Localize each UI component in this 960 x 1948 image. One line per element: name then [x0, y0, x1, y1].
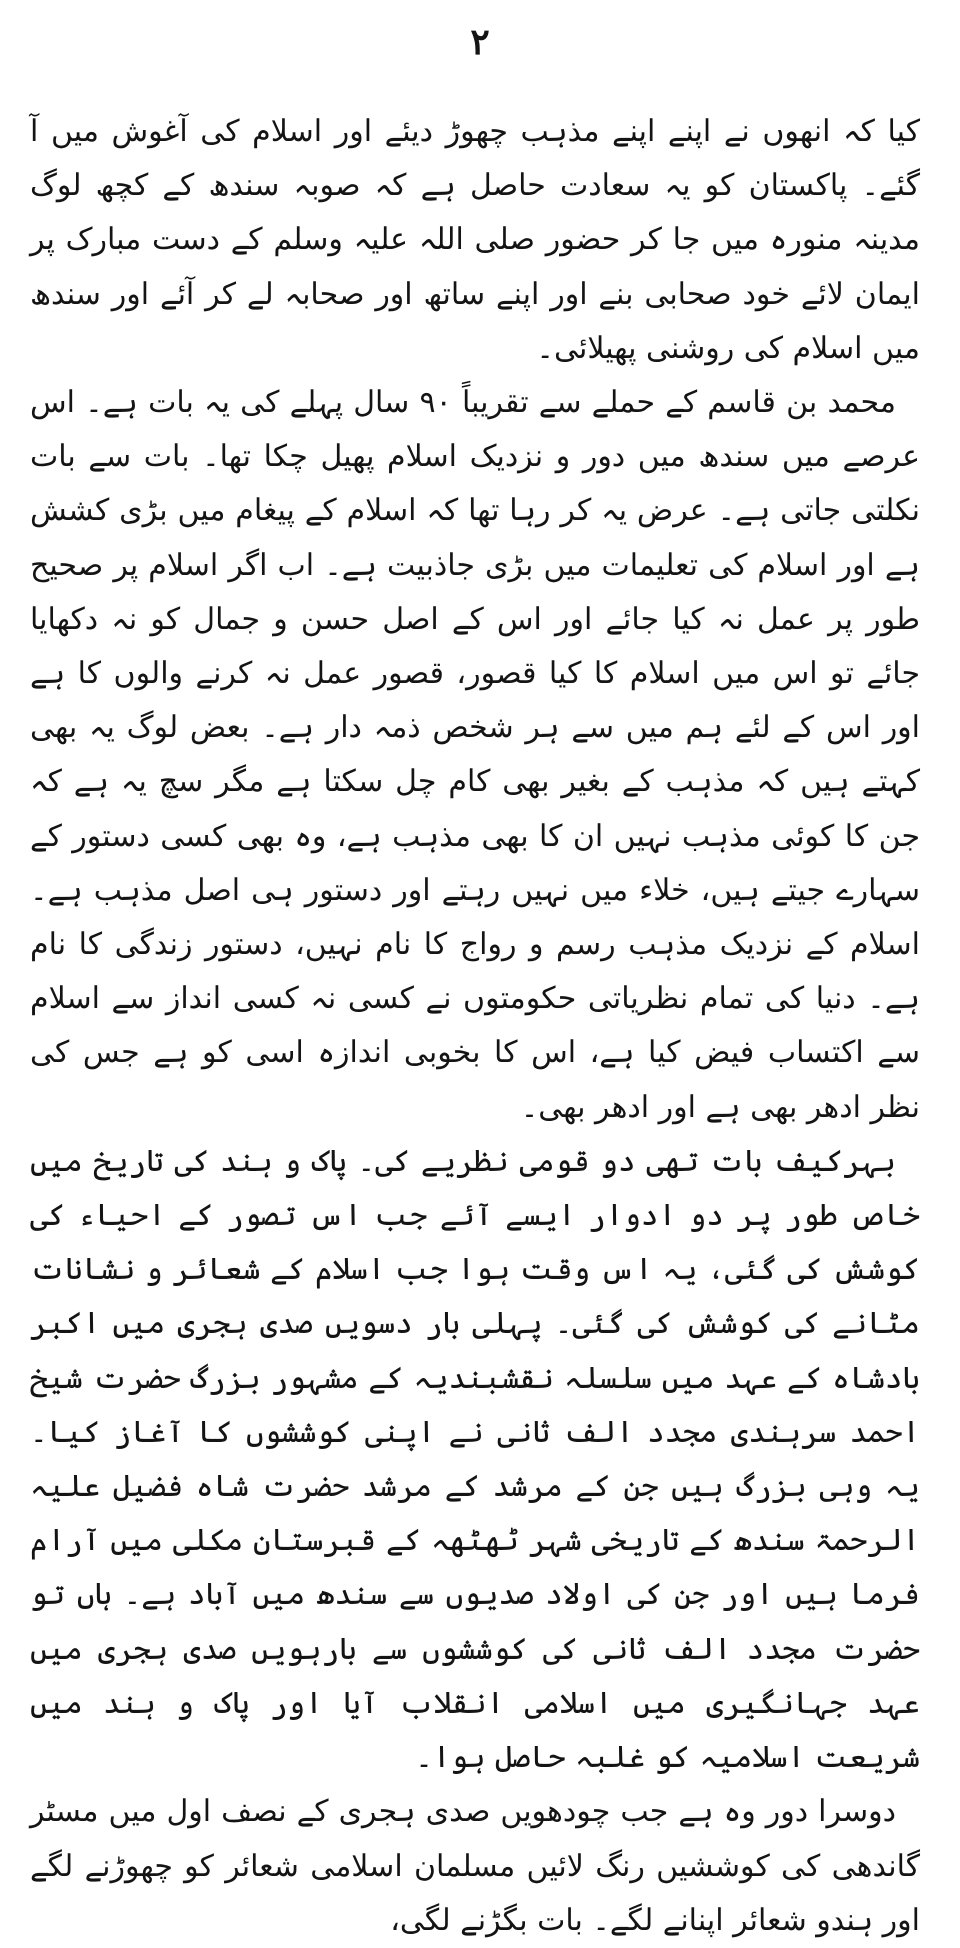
body-text: [30, 105, 920, 1948]
page-number: ۲: [470, 21, 490, 63]
paragraph: بہرکیف بات تھی دو قومی نظریے کی۔ پاک و ہند کی تاریخ میں خاص طور پر دو ادوار ایسے آئے جب اس تصور کے احیاء کی کوشش کی گئی، یہ اس وقت ہوا جب اسلام کے شعائر و نشانات مٹانے کی کوشش کی گئی۔ پہلی بار دسویں صدی ہجری میں اکبر بادشاہ کے عہد میں سلسلہ نقشبندیہ کے مشہور بزرگ حضرت شیخ احمد سرہندی مجدد الف ثانی نے اپنی کوششوں کا آغاز کیا۔ یہ وہی بزرگ ہیں جن کے مرشد کے مرشد حضرت شاہ فضیل علیہ الرحمۃ سندھ کے تاریخی شہر ٹھٹھہ کے قبرستان مکلی میں آرام فرما ہیں اور جن کی اولاد صدیوں سے سندھ میں آباد ہے۔ ہاں تو حضرت مجدد الف ثانی کی کوششوں سے بارہویں صدی ہجری میں عہد جہانگیری میں اسلامی انقلاب آیا اور پاک و ہند میں شریعت اسلامیہ کو غلبہ حاصل ہوا۔: [30, 1143, 920, 1776]
paragraph: کیا کہ انھوں نے اپنے اپنے مذہب چھوڑ دیئے اور اسلام کی آغوش میں آ گئے۔ پاکستان کو یہ سعادت حاصل ہے کہ صوبہ سندھ کے کچھ لوگ مدینہ منورہ میں جا کر حضور صلی اللہ علیہ وسلم کے دست مبارک پر ایمان لائے خود صحابی بنے اور اپنے ساتھ اور صحابہ لے کر آئے اور سندھ میں اسلام کی روشنی پھیلائی۔: [30, 114, 920, 366]
paragraph: محمد بن قاسم کے حملے سے تقریباً ۹۰ سال پہلے کی یہ بات ہے۔ اس عرصے میں سندھ میں دور و نزدیک اسلام پھیل چکا تھا۔ بات سے بات نکلتی جاتی ہے۔ عرض یہ کر رہا تھا کہ اسلام کے پیغام میں بڑی کشش ہے اور اسلام کی تعلیمات میں بڑی جاذبیت ہے۔ اب اگر اسلام پر صحیح طور پر عمل نہ کیا جائے اور اس کے اصل حسن و جمال کو نہ دکھایا جائے تو اس میں اسلام کا کیا قصور، قصور عمل نہ کرنے والوں کا ہے اور اس کے لئے ہم میں سے ہر شخص ذمہ دار ہے۔ بعض لوگ یہ بھی کہتے ہیں کہ مذہب کے بغیر بھی کام چل سکتا ہے مگر سچ یہ ہے کہ جن کا کوئی مذہب نہیں ان کا بھی مذہب ہے، وہ بھی کسی دستور کے سہارے جیتے ہیں، خلاء میں نہیں رہتے اور دستور ہی اصل مذہب ہے۔ اسلام کے نزدیک مذہب رسم و رواج کا نام نہیں، دستور زندگی کا نام ہے۔ دنیا کی تمام نظریاتی حکومتوں نے کسی نہ کسی انداز سے اسلام سے اکتساب فیض کیا ہے، اس کا بخوبی اندازہ اسی کو ہے جس کی نظر ادھر بھی ہے اور ادھر بھی۔: [30, 385, 920, 1125]
paragraph: دوسرا دور وہ ہے جب چودھویں صدی ہجری کے نصف اول میں مسٹر گاندھی کی کوششیں رنگ لائیں مسلمان اسلامی شعائر کو چھوڑنے لگے اور ہندو شعائر اپنانے لگے۔ بات بگڑنے لگی،: [30, 1794, 920, 1938]
